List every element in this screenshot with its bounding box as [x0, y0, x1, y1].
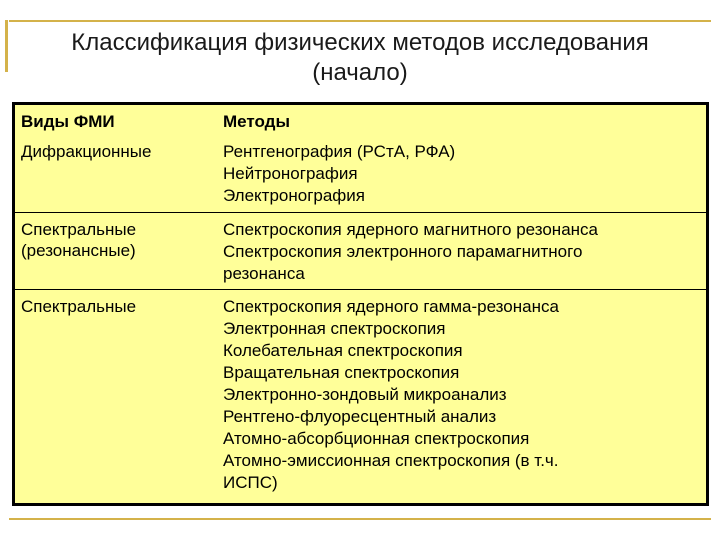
bottom-rule — [9, 518, 711, 520]
method-line: ИСПС) — [223, 473, 278, 492]
methods-table — [12, 102, 709, 506]
left-rule — [5, 20, 8, 72]
title-line-2: (начало) — [312, 59, 408, 86]
row-kind — [21, 141, 211, 162]
table-row — [15, 139, 706, 211]
kind-line: Дифракционные — [21, 142, 152, 161]
method-line: Атомно-эмиссионная спектроскопия (в т.ч. — [223, 451, 559, 470]
title-line-1: Классификация физических методов исследования — [71, 29, 649, 56]
method-line: Спектроскопия электронного парамагнитного — [223, 242, 583, 261]
method-line: Колебательная спектроскопия — [223, 341, 463, 360]
header-kind: Виды ФМИ — [21, 112, 115, 131]
method-line: Электронная спектроскопия — [223, 319, 446, 338]
method-line: Рентгено-флуоресцентный анализ — [223, 407, 497, 426]
row-kind — [21, 296, 211, 317]
method-line: Рентгенография (РСтА, РФА) — [223, 142, 456, 161]
method-line: Электронография — [223, 186, 365, 205]
row-methods — [223, 296, 703, 494]
row-methods — [223, 141, 703, 207]
kind-line: Спектральные — [21, 297, 137, 316]
method-line: Электронно-зондовый микроанализ — [223, 385, 507, 404]
method-line: Вращательная спектроскопия — [223, 363, 460, 382]
table-row — [15, 212, 706, 289]
method-line: резонанса — [223, 264, 305, 283]
row-kind — [21, 219, 211, 261]
method-line: Спектроскопия ядерного гамма-резонанса — [223, 297, 559, 316]
method-line: Спектроскопия ядерного магнитного резонанса — [223, 220, 598, 239]
top-rule — [9, 20, 711, 22]
method-line: Нейтронография — [223, 164, 358, 183]
row-methods — [223, 219, 703, 285]
header-methods: Методы — [223, 112, 290, 131]
kind-line: (резонансные) — [21, 241, 136, 260]
method-line: Атомно-абсорбционная спектроскопия — [223, 429, 530, 448]
table-header-row — [15, 105, 706, 137]
slide-title — [20, 28, 700, 88]
table-row — [15, 289, 706, 504]
kind-line: Спектральные — [21, 220, 137, 239]
